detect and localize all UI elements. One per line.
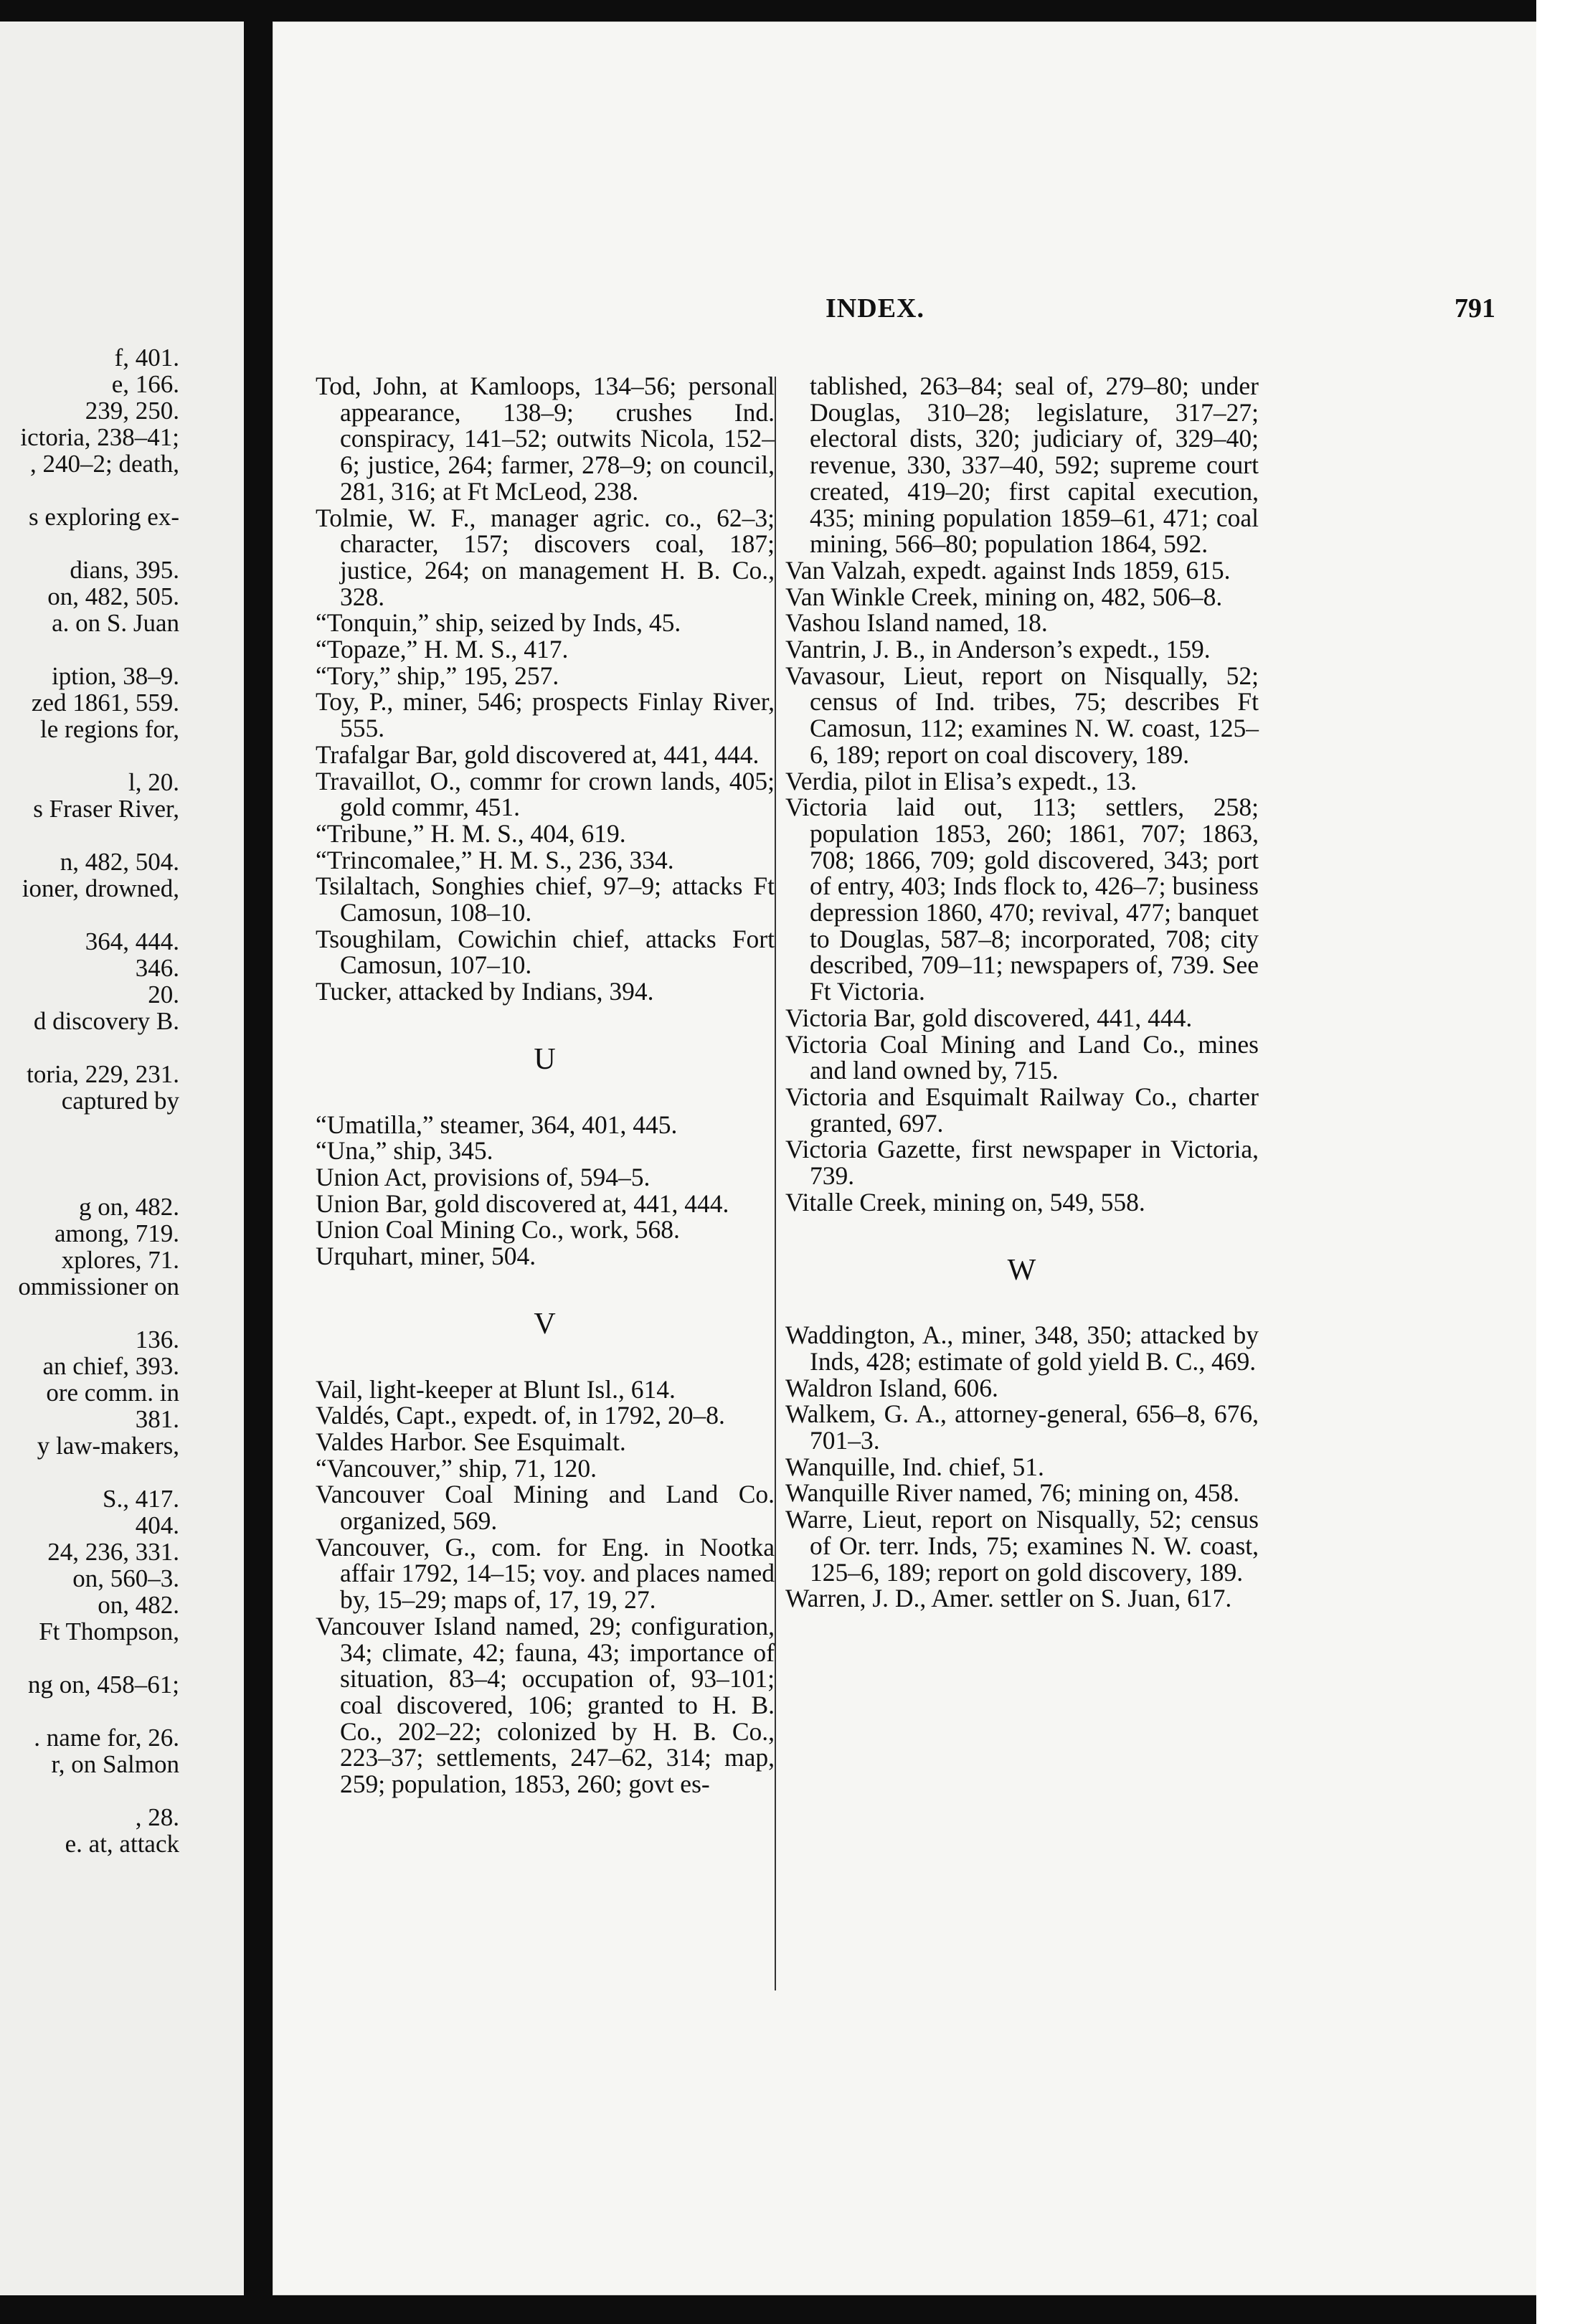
index-column-right (785, 373, 1259, 1612)
index-entry: “Umatilla,” steamer, 364, 401, 445. (316, 1110, 678, 1139)
index-entry: Victoria and Esquimalt Railway Co., charter granted, 697. (785, 1082, 1259, 1138)
previous-page-text (0, 344, 179, 1857)
page-title: INDEX. (826, 293, 924, 323)
index-entry: Vavasour, Lieut, report on Nisqually, 52; census of Ind. tribes, 75; describes Ft Camosun, 112; examines N. W. coast, 125–6, 189; report on coal discovery, 189. (785, 661, 1259, 769)
index-entry: Tsoughilam, Cowichin chief, attacks Fort Camosun, 107–10. (316, 924, 775, 980)
previous-page-line (0, 1459, 179, 1485)
index-entry: “Topaze,” H. M. S., 417. (316, 635, 569, 664)
index-entry: Warren, J. D., Amer. settler on S. Juan, 617. (785, 1584, 1232, 1613)
index-entry: Vancouver Island named, 29; configuration, 34; climate, 42; fauna, 43; importance of situation, 83–4; occupation of, 93–101; coal discovered, 106; granted to H. B. Co., 202–22; colonized by H. B. Co., 223–37; settlements, 247–62, 314; map, 259; population, 1853, 260; govt es- (316, 1611, 775, 1799)
previous-page-line: ictoria, 238–41; (20, 423, 179, 451)
previous-page-line: a. on S. Juan (52, 609, 179, 637)
column-divider (775, 377, 776, 1990)
previous-page-line (0, 742, 179, 769)
previous-page-line: ore comm. in (46, 1379, 179, 1407)
previous-page-line: 239, 250. (85, 397, 179, 425)
index-entry: “Una,” ship, 345. (316, 1136, 493, 1166)
index-entry: Victoria Coal Mining and Land Co., mines and land owned by, 715. (785, 1029, 1259, 1085)
previous-page-line: , 240–2; death, (29, 450, 179, 478)
previous-page-line: . name for, 26. (34, 1724, 179, 1752)
previous-page-line: y law-makers, (37, 1432, 179, 1460)
index-entry: “Vancouver,” ship, 71, 120. (316, 1453, 597, 1483)
previous-page-line: l, 20. (128, 768, 179, 796)
previous-page-line: on, 482, 505. (47, 582, 179, 610)
previous-page-line: e, 166. (111, 370, 179, 398)
page-number: 791 (1455, 293, 1495, 323)
previous-page-line (0, 477, 179, 504)
previous-page-line (0, 636, 179, 663)
previous-page-line: among, 719. (54, 1219, 179, 1247)
previous-page-line: iption, 38–9. (52, 662, 179, 690)
index-entry: Vitalle Creek, mining on, 549, 558. (785, 1187, 1145, 1217)
index-entry: Union Bar, gold discovered at, 441, 444. (316, 1189, 729, 1218)
previous-page-line: ng on, 458–61; (28, 1671, 179, 1699)
previous-page-line: s exploring ex- (29, 503, 179, 531)
previous-page-line: on, 482. (98, 1591, 179, 1619)
previous-page-line: an chief, 393. (42, 1352, 179, 1380)
previous-page-line: captured by (61, 1087, 179, 1115)
previous-page-line (0, 902, 179, 928)
previous-page-line: g on, 482. (79, 1193, 179, 1221)
previous-page-line: on, 560–3. (72, 1564, 179, 1592)
previous-page-line (0, 1034, 179, 1061)
index-entry: Union Act, provisions of, 594–5. (316, 1162, 651, 1191)
index-entry: Toy, P., miner, 546; prospects Finlay River, 555. (316, 687, 775, 743)
previous-page-line: xplores, 71. (61, 1246, 179, 1274)
previous-page-line: f, 401. (114, 344, 179, 372)
previous-page-line (0, 1114, 179, 1140)
index-entry: Vancouver Coal Mining and Land Co. organized, 569. (316, 1480, 775, 1536)
previous-page-line (0, 1140, 179, 1167)
previous-page-line (0, 1698, 179, 1724)
previous-page-line: Ft Thompson, (39, 1617, 179, 1645)
previous-page-line: n, 482, 504. (60, 848, 179, 876)
index-entry: Union Coal Mining Co., work, 568. (316, 1215, 680, 1244)
previous-page-line: e. at, attack (65, 1830, 179, 1858)
previous-page-line: ioner, drowned, (22, 874, 179, 902)
previous-page-line: 381. (135, 1405, 179, 1433)
running-head (273, 293, 1542, 329)
index-page (273, 22, 1542, 2295)
index-entry: Vashou Island named, 18. (785, 608, 1048, 638)
index-entry: Van Valzah, expedt. against Inds 1859, 615. (785, 555, 1231, 585)
previous-page-line: toria, 229, 231. (27, 1060, 179, 1088)
index-entry: Waddington, A., miner, 348, 350; attacked by Inds, 428; estimate of gold yield B. C., 469. (785, 1321, 1259, 1376)
previous-page-line: d discovery B. (33, 1007, 179, 1035)
index-entry: Verdia, pilot in Elisa’s expedt., 13. (785, 766, 1138, 795)
previous-page-line: ommissioner on (18, 1272, 179, 1300)
previous-page-line: 136. (135, 1326, 179, 1354)
index-entry: Trafalgar Bar, gold discovered at, 441, 444. (316, 740, 760, 769)
previous-page-line (0, 530, 179, 557)
index-entry: Valdes Harbor. See Esquimalt. (316, 1427, 626, 1456)
index-entry: Wanquille, Ind. chief, 51. (785, 1452, 1044, 1481)
index-entry: Urquhart, miner, 504. (316, 1242, 536, 1271)
previous-page-line: s Fraser River, (33, 795, 179, 823)
previous-page-line: , 28. (135, 1803, 179, 1831)
section-letter-w: W (1007, 1253, 1037, 1287)
previous-page-line: 346. (135, 954, 179, 982)
index-entry: “Tonquin,” ship, seized by Inds, 45. (316, 608, 681, 638)
previous-page-line: r, on Salmon (51, 1750, 179, 1778)
index-entry: “Tribune,” H. M. S., 404, 619. (316, 818, 626, 848)
previous-page-line: 404. (135, 1511, 179, 1539)
index-column-left (316, 373, 775, 1798)
index-entry: Walkem, G. A., attorney-general, 656–8, 676, 701–3. (785, 1399, 1259, 1455)
index-entry: Van Winkle Creek, mining on, 482, 506–8. (785, 582, 1223, 611)
previous-page-line: dians, 395. (70, 556, 179, 584)
index-entry: Victoria Bar, gold discovered, 441, 444. (785, 1003, 1193, 1032)
previous-page-line: 364, 444. (85, 927, 179, 955)
previous-page-line (0, 1300, 179, 1326)
previous-page-line (0, 1167, 179, 1194)
right-margin (1536, 0, 1575, 2324)
previous-page-line (0, 1777, 179, 1804)
previous-page-fragment (0, 22, 244, 2295)
index-entry: Warre, Lieut, report on Nisqually, 52; census of Or. terr. Inds, 75; examines N. W. coast, 125–6, 189; report on gold discovery, 189. (785, 1505, 1259, 1587)
index-entry: Wanquille River named, 76; mining on, 458. (785, 1478, 1240, 1508)
index-entry: Victoria laid out, 113; settlers, 258; population 1853, 260; 1861, 707; 1863, 708; 1866, 709; gold discovered, 343; port of entry, 403; Inds flock to, 426–7; business depression 1860, 470; revival, 477; banquet to Douglas, 587–8; incorporated, 708; city described, 709–11; newspapers of, 739. See Ft Victoria. (785, 793, 1259, 1006)
index-entry: Tsilaltach, Songhies chief, 97–9; attacks Ft Camosun, 108–10. (316, 872, 775, 927)
index-entry: Vantrin, J. B., in Anderson’s expedt., 159. (785, 635, 1211, 664)
index-entry: Valdés, Capt., expedt. of, in 1792, 20–8. (316, 1401, 725, 1430)
index-entry: tablished, 263–84; seal of, 279–80; under Douglas, 310–28; legislature, 317–27; electoral dists, 320; judiciary of, 329–40; revenue, 330, 337–40, 592; supreme court created, 419–20; first capital execution, 435; mining population 1859–61, 471; coal mining, 566–80; population 1864, 592. (810, 372, 1259, 559)
index-entry: Tod, John, at Kamloops, 134–56; personal appearance, 138–9; crushes Ind. conspiracy, 141–52; outwits Nicola, 152–6; justice, 264; farmer, 278–9; on council, 281, 316; at Ft McLeod, 238. (316, 372, 775, 506)
index-entry: “Trincomalee,” H. M. S., 236, 334. (316, 845, 674, 874)
index-entry: Tolmie, W. F., manager agric. co., 62–3; character, 157; discovers coal, 187; justice, 264; on management H. B. Co., 328. (316, 503, 775, 611)
index-entry: Waldron Island, 606. (785, 1373, 998, 1402)
index-entry: Vail, light-keeper at Blunt Isl., 614. (316, 1374, 676, 1404)
index-entry: “Tory,” ship,” 195, 257. (316, 661, 559, 690)
previous-page-line: S., 417. (103, 1485, 179, 1513)
previous-page-line: le regions for, (40, 715, 179, 743)
index-entry: Tucker, attacked by Indians, 394. (316, 977, 654, 1006)
index-entry: Victoria Gazette, first newspaper in Victoria, 739. (785, 1135, 1259, 1191)
index-entry: Travaillot, O., commr for crown lands, 405; gold commr, 451. (316, 766, 775, 822)
previous-page-line: zed 1861, 559. (31, 689, 179, 717)
previous-page-line (0, 1645, 179, 1671)
section-letter-v: V (534, 1307, 557, 1341)
previous-page-line: 24, 236, 331. (47, 1538, 179, 1566)
previous-page-line (0, 822, 179, 849)
index-entry: Vancouver, G., com. for Eng. in Nootka affair 1792, 14–15; voy. and places named by, 15–29; maps of, 17, 19, 27. (316, 1532, 775, 1615)
section-letter-u: U (534, 1042, 557, 1076)
previous-page-line: 20. (148, 981, 179, 1009)
